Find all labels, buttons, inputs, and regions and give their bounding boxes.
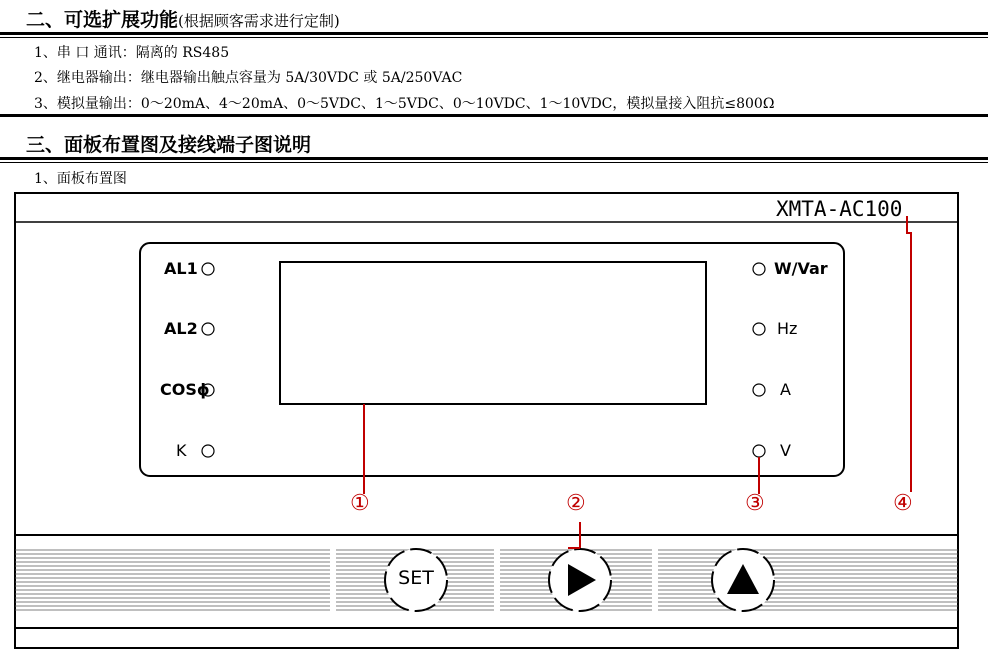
indicator-hz-label: Hz [777, 319, 798, 338]
section2-item-2: 2、继电器输出：继电器输出触点容量为 5A/30VDC 或 5A/250VAC [34, 70, 463, 86]
led-wvar [753, 263, 765, 275]
led-v [753, 445, 765, 457]
section2-title: 二、可选扩展功能 [26, 9, 179, 31]
callout-4-leader [907, 216, 911, 492]
section3-subtitle: 1、面板布置图 [34, 171, 127, 187]
led-display-window [280, 262, 706, 404]
section2-item-1: 1、串 口 通讯：隔离的 RS485 [34, 45, 230, 61]
indicator-v-label: V [780, 441, 791, 460]
display-bezel [140, 243, 844, 476]
led-a [753, 384, 765, 396]
led-al2 [202, 323, 214, 335]
callout-4: ④ [893, 491, 913, 516]
indicator-a-label: A [780, 380, 791, 399]
indicator-al2-label: AL2 [164, 319, 198, 338]
indicator-al1-label: AL1 [164, 259, 198, 278]
up-button[interactable] [712, 549, 774, 611]
indicator-cos-label: COSϕ [160, 380, 210, 399]
section2-note: (根据顾客需求进行定制) [178, 12, 340, 30]
led-hz [753, 323, 765, 335]
callout-2: ② [566, 491, 586, 516]
led-al1 [202, 263, 214, 275]
shift-button[interactable] [549, 549, 611, 611]
model-label: XMTA-AC100 [776, 197, 903, 221]
callout-3: ③ [745, 491, 765, 516]
led-k [202, 445, 214, 457]
indicator-wvar-label: W/Var [774, 259, 828, 278]
indicator-k-label: K [176, 441, 187, 460]
callout-1: ① [350, 491, 370, 516]
section3-title: 三、面板布置图及接线端子图说明 [26, 134, 312, 156]
section2-item-3: 3、模拟量输出：0～20mA、4～20mA、0～5VDC、1～5VDC、0～10VDC、1～10VDC，模拟量接入阻抗≤800Ω [34, 96, 775, 112]
keypad-stripes [15, 550, 958, 610]
set-button[interactable]: SET [398, 567, 434, 589]
